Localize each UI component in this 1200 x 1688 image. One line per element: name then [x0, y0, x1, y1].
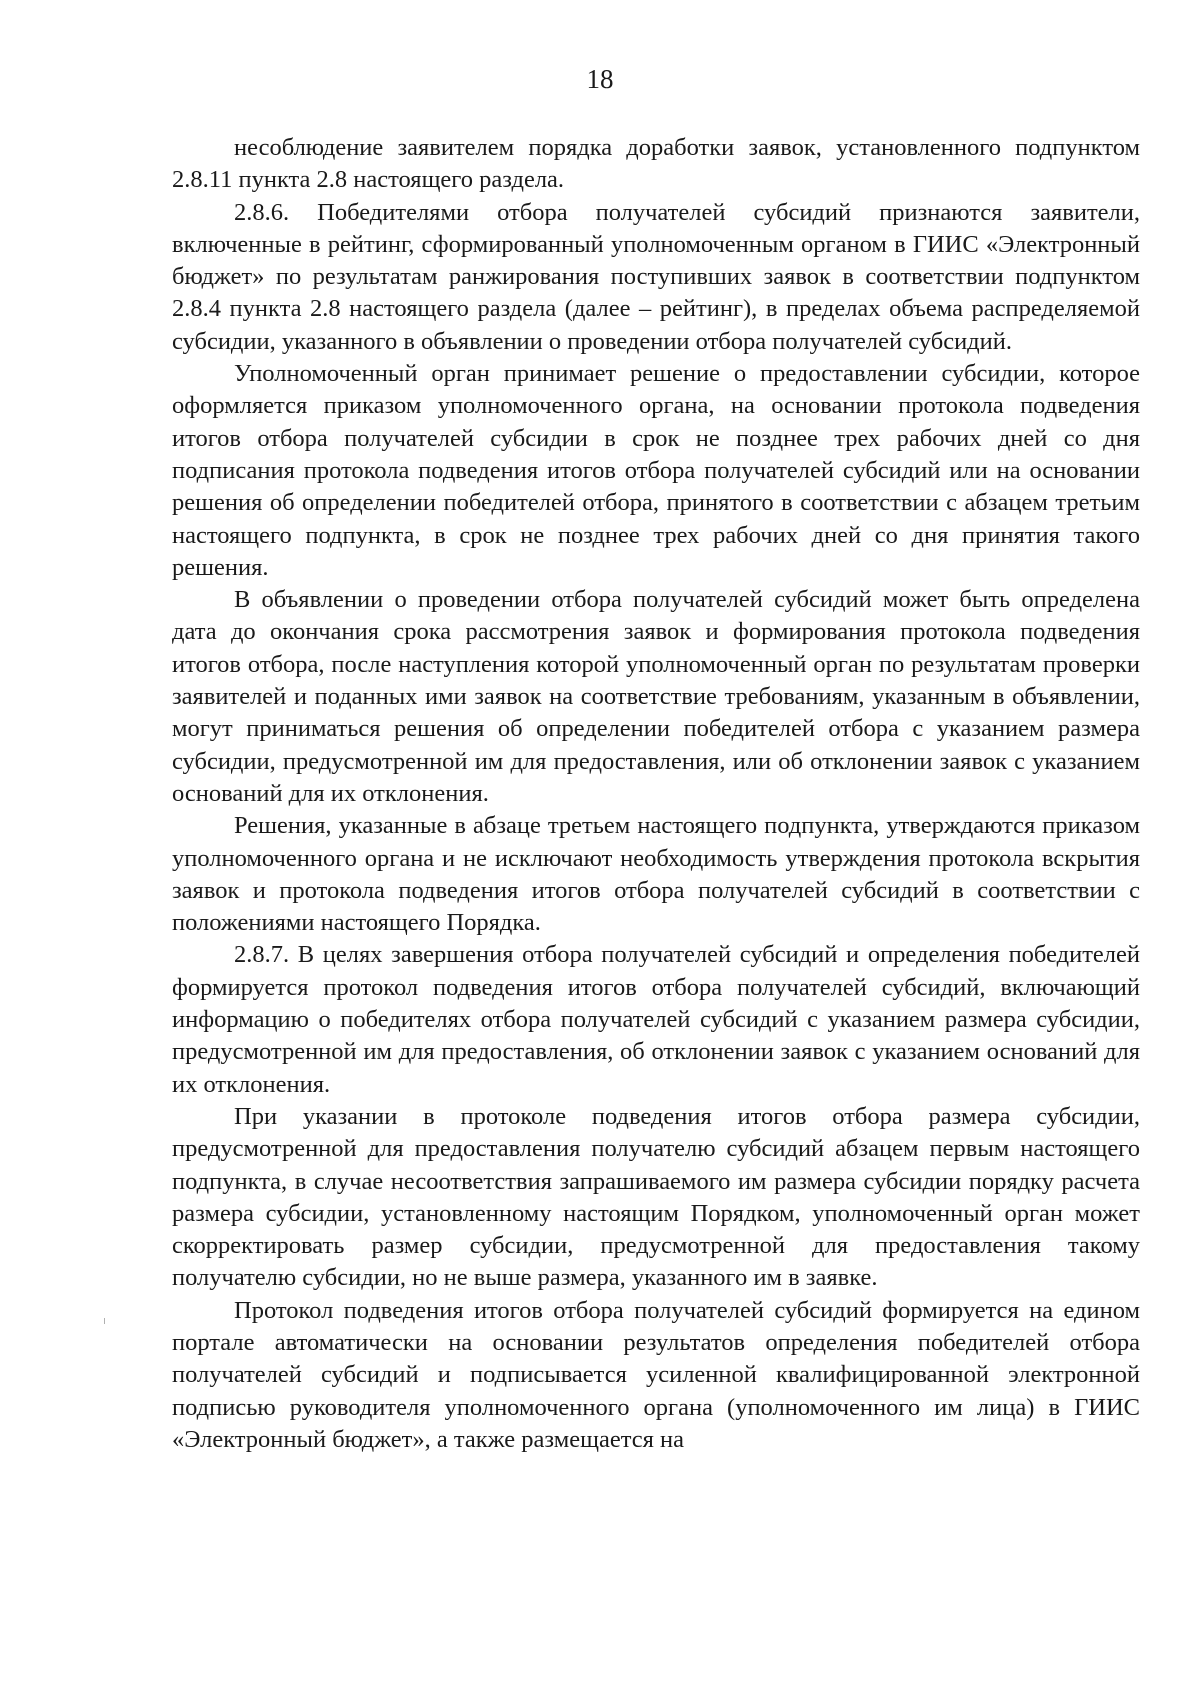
- paragraph-subsidy-adjustment: При указании в протоколе подведения итогов отбора размера субсидии, предусмотренной для предоставления получателю субсидий абзацем первым настоящего подпункта, в случае несоответствия запрашиваемого им размера субсидии порядку расчета размера субсидии, установленному настоящим Порядком, уполномоченный орган может скорректировать размер субсидии, предусмотренной для предоставления такому получателю субсидии, но не выше размера, указанного им в заявке.: [172, 1102, 1140, 1292]
- paragraph-decisions-approval: Решения, указанные в абзаце третьем настоящего подпункта, утверждаются приказом уполномоченного органа и не исключают необходимость утверждения протокола вскрытия заявок и протокола подведения итогов отбора получателей субсидий в соответствии с положениями настоящего Порядка.: [172, 812, 1140, 937]
- paragraph-announcement: В объявлении о проведении отбора получателей субсидий может быть определена дата до окончания срока рассмотрения заявок и формирования протокола подведения итогов отбора, после наступления которой уполномоченный орган по результатам проверки заявителей и поданных ими заявок на соответствие требованиям, указанным в объявлении, могут приниматься решения об определении победителей отбора с указанием размера субсидии, предусмотренной им для предоставления, или об отклонении заявок с указанием оснований для их отклонения.: [172, 586, 1140, 807]
- paragraph-2-8-7: 2.8.7. В целях завершения отбора получателей субсидий и определения победителей формируется протокол подведения итогов отбора получателей субсидий, включающий информацию о победителях отбора получателей субсидий с указанием размера субсидии, предусмотренной им для предоставления, об отклонении заявок с указанием оснований для их отклонения.: [172, 941, 1140, 1098]
- paragraph-decision: Уполномоченный орган принимает решение о предоставлении субсидии, которое оформляется приказом уполномоченного органа, на основании протокола подведения итогов отбора получателей субсидии в срок не позднее трех рабочих дней со дня подписания протокола подведения итогов отбора получателей субсидий или на основании решения об определении победителей отбора, принятого в соответствии с абзацем третьим настоящего подпункта, в срок не позднее трех рабочих дней со дня принятия такого решения.: [172, 360, 1140, 581]
- paragraph-2-8-6: 2.8.6. Победителями отбора получателей субсидий признаются заявители, включенные в рейтинг, сформированный уполномоченным органом в ГИИС «Электронный бюджет» по результатам ранжирования поступивших заявок в соответствии подпунктом 2.8.4 пункта 2.8 настоящего раздела (далее – рейтинг), в пределах объема распределяемой субсидии, указанного в объявлении о проведении отбора получателей субсидий.: [172, 198, 1140, 355]
- paragraph-protocol: Протокол подведения итогов отбора получателей субсидий формируется на едином портале автоматически на основании результатов определения победителей отбора получателей субсидий и подписывается усиленной квалифицированной электронной подписью руководителя уполномоченного органа (уполномоченного им лица) в ГИИС «Электронный бюджет», а также размещается на: [172, 1296, 1140, 1453]
- scan-artifact: [104, 1318, 105, 1324]
- page-number: 18: [586, 64, 614, 94]
- paragraph-continuation: несоблюдение заявителем порядка доработки заявок, установленного подпунктом 2.8.11 пункта 2.8 настоящего раздела.: [172, 134, 1140, 194]
- document-body: [172, 132, 1140, 1456]
